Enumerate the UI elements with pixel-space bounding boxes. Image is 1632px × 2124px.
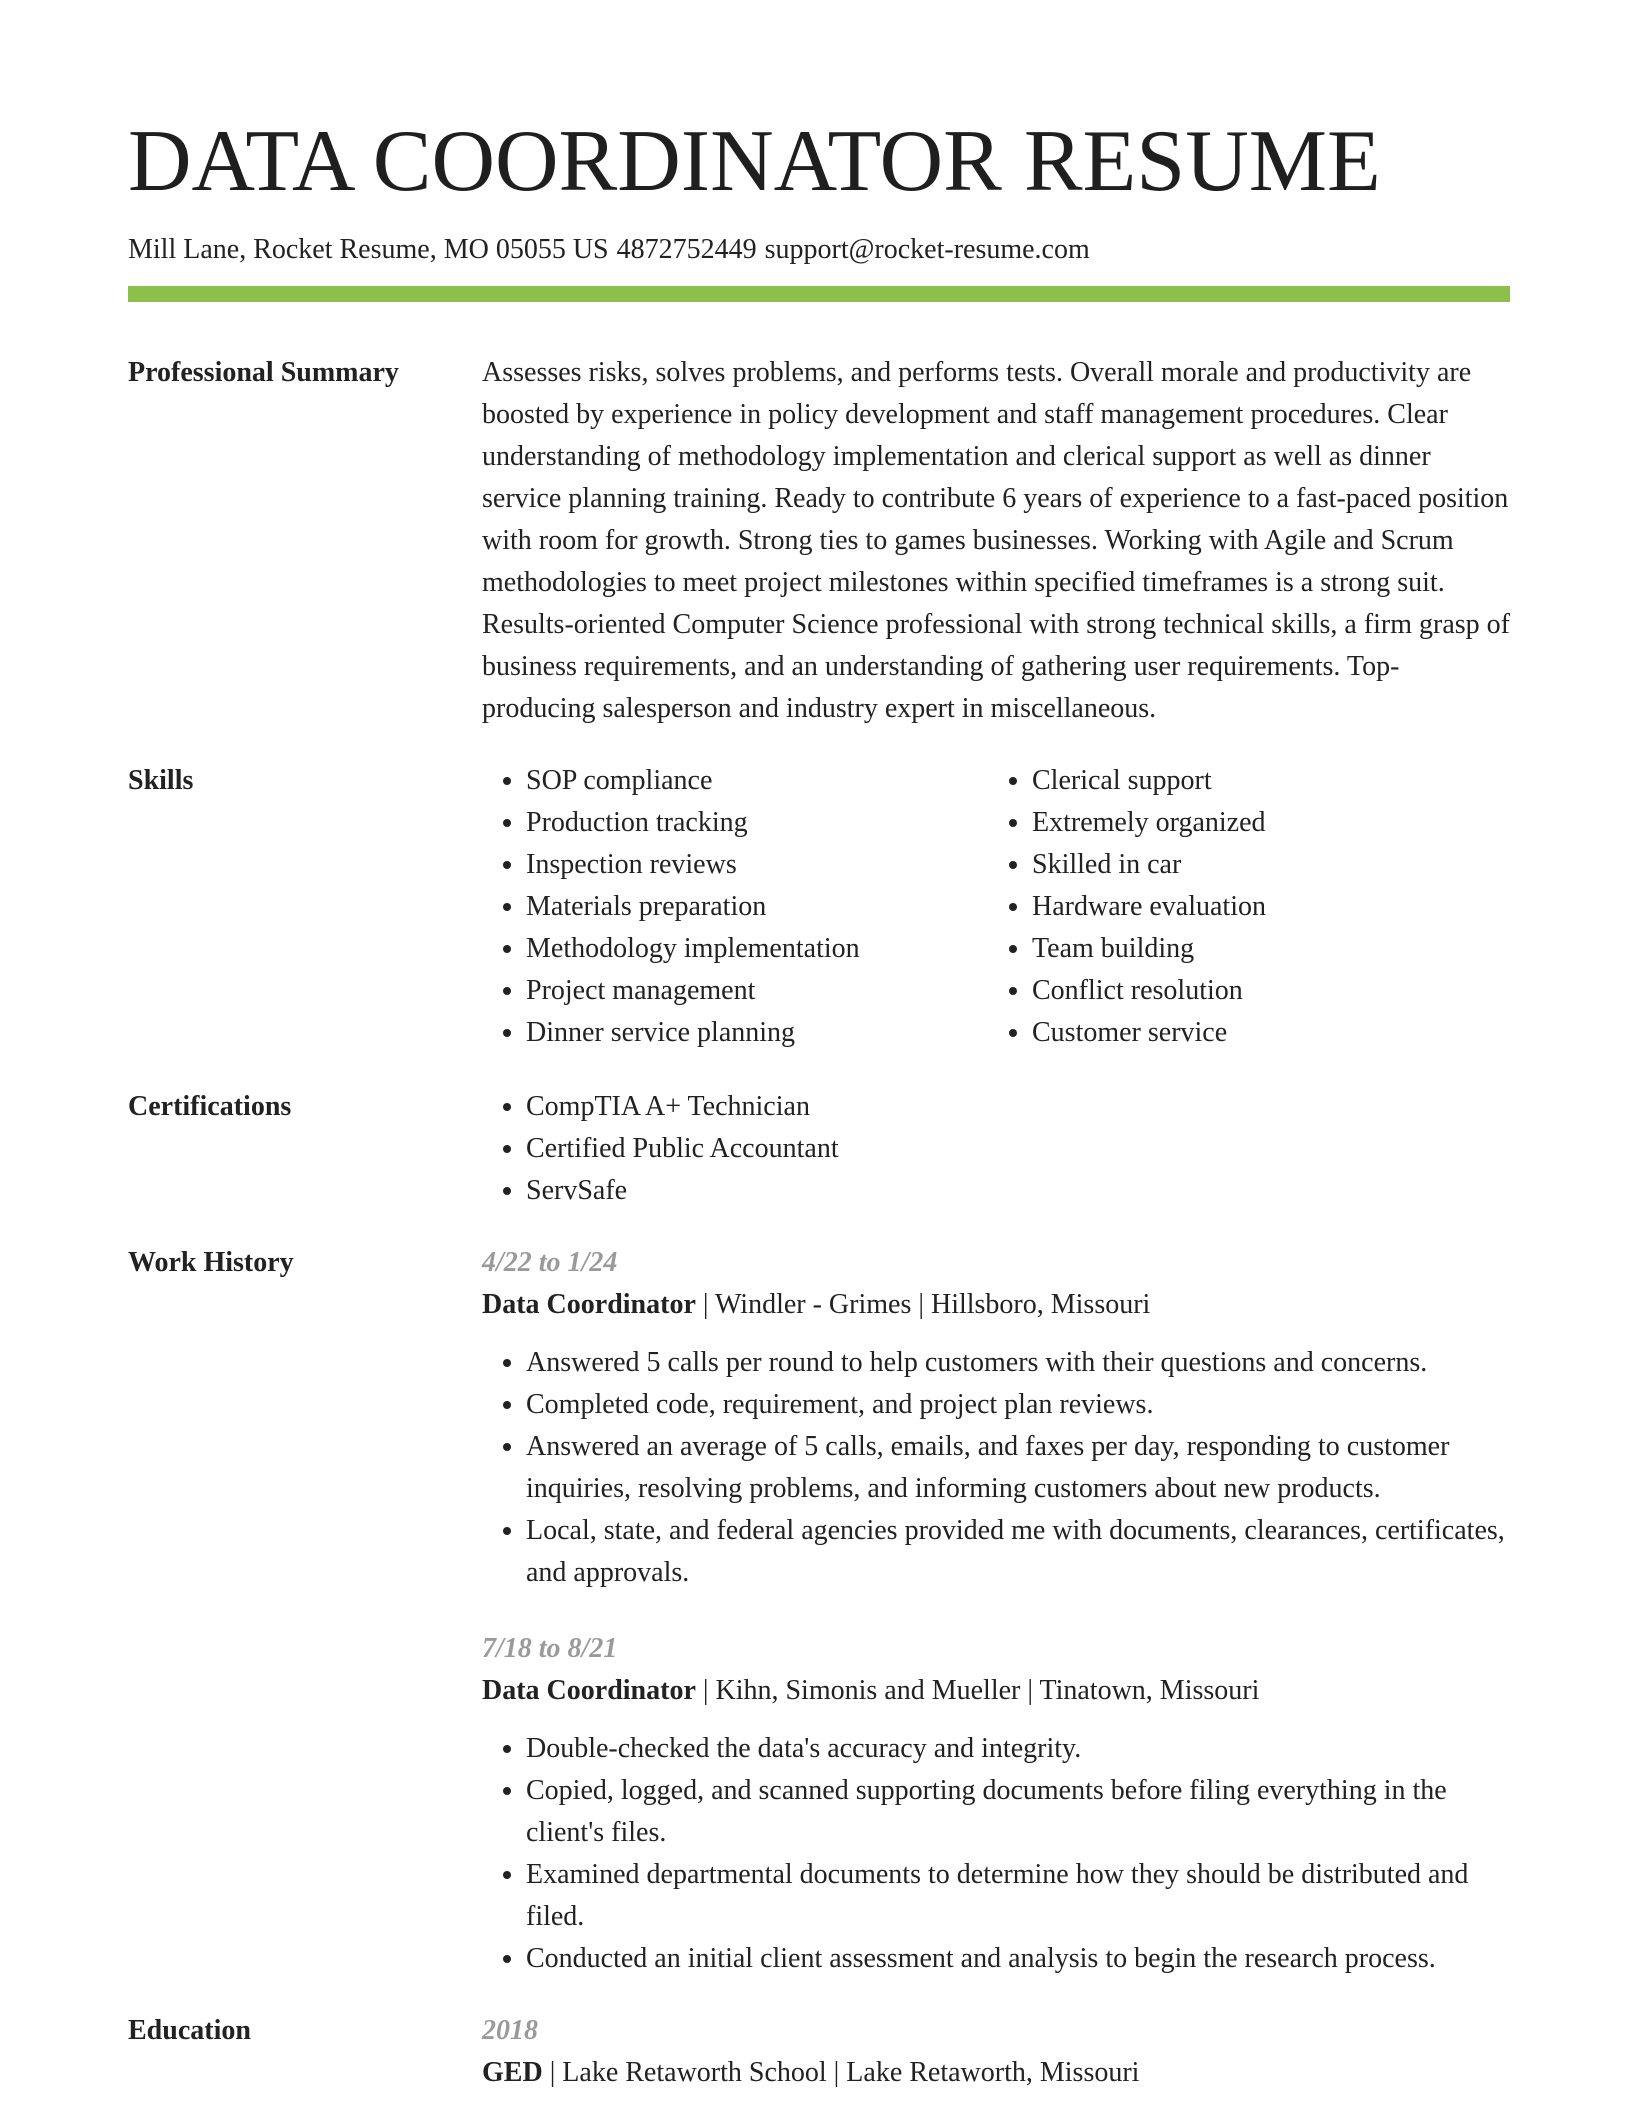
list-item: • Extremely organized bbox=[1032, 802, 1494, 844]
education-body bbox=[482, 2010, 1510, 2094]
section-label-work: Work History bbox=[128, 1247, 294, 1278]
section-education bbox=[128, 2010, 1510, 2094]
summary-text: Assesses risks, solves problems, and performs tests. Overall morale and productivity are boosted by experience in policy development and staff management procedures. Clear understanding of methodology implementation and clerical support as well as dinner service planning training. Ready to contribute 6 years of experience to a fast-paced position with room for growth. Strong ties to games businesses. Working with Agile and Scrum methodologies to meet project milestones within specified timeframes is a strong suit. Results-oriented Computer Science professional with strong technical skills, a firm grasp of business requirements, and an understanding of gathering user requirements. Top-producing salesperson and industry expert in miscellaneous. bbox=[482, 357, 1510, 724]
job-entry bbox=[482, 1628, 1510, 1980]
job-title: Data Coordinator bbox=[482, 1289, 696, 1320]
resume-title: DATA COORDINATOR RESUME bbox=[128, 113, 1381, 210]
separator: | bbox=[702, 1289, 709, 1320]
list-item: • Certified Public Accountant bbox=[526, 1128, 1510, 1170]
education-heading bbox=[482, 2052, 1510, 2094]
job-employer: Kihn, Simonis and Mueller bbox=[715, 1675, 1021, 1706]
list-item: • Completed code, requirement, and project plan reviews. bbox=[526, 1384, 1510, 1426]
list-item: • Project management bbox=[526, 970, 988, 1012]
job-location: Hillsboro, Missouri bbox=[930, 1289, 1151, 1320]
list-item: • SOP compliance bbox=[526, 760, 988, 802]
job-entry bbox=[482, 1242, 1510, 1594]
section-certifications bbox=[128, 1086, 1510, 1212]
section-work-history bbox=[128, 1242, 1510, 2010]
skills-body bbox=[482, 760, 1510, 1054]
job-bullets bbox=[482, 1728, 1510, 1980]
work-body bbox=[482, 1242, 1510, 2010]
education-school: Lake Retaworth School bbox=[562, 2057, 827, 2088]
header-divider bbox=[128, 286, 1510, 302]
certifications-list bbox=[482, 1086, 1510, 1212]
education-location: Lake Retaworth, Missouri bbox=[846, 2057, 1140, 2088]
job-heading bbox=[482, 1670, 1510, 1712]
list-item: • Answered an average of 5 calls, emails, and faxes per day, responding to customer inquiries, resolving problems, and informing customers about new products. bbox=[526, 1426, 1510, 1510]
job-bullets bbox=[482, 1342, 1510, 1594]
contact-phone: 4872752449 bbox=[616, 234, 757, 265]
skills-column-left bbox=[482, 760, 988, 1054]
list-item: • Materials preparation bbox=[526, 886, 988, 928]
list-item: • Dinner service planning bbox=[526, 1012, 988, 1054]
job-dates: 7/18 to 8/21 bbox=[482, 1633, 618, 1664]
list-item: • CompTIA A+ Technician bbox=[526, 1086, 1510, 1128]
job-location: Tinatown, Missouri bbox=[1039, 1675, 1260, 1706]
list-item: • Skilled in car bbox=[1032, 844, 1494, 886]
section-summary bbox=[128, 352, 1510, 730]
skills-list-right bbox=[988, 760, 1494, 1054]
skills-column-right bbox=[988, 760, 1494, 1054]
contact-address: Mill Lane, Rocket Resume, MO 05055 US bbox=[128, 234, 609, 265]
section-skills bbox=[128, 760, 1510, 1054]
job-employer: Windler - Grimes bbox=[714, 1289, 912, 1320]
certifications-body bbox=[482, 1086, 1510, 1212]
list-item: • Answered 5 calls per round to help customers with their questions and concerns. bbox=[526, 1342, 1510, 1384]
list-item: • Inspection reviews bbox=[526, 844, 988, 886]
list-item: • Clerical support bbox=[1032, 760, 1494, 802]
separator: | bbox=[702, 1675, 709, 1706]
list-item: • Production tracking bbox=[526, 802, 988, 844]
list-item: • Double-checked the data's accuracy and integrity. bbox=[526, 1728, 1510, 1770]
job-heading bbox=[482, 1284, 1510, 1326]
summary-body bbox=[482, 352, 1510, 730]
section-label-education: Education bbox=[128, 2015, 251, 2046]
separator: | bbox=[1027, 1675, 1033, 1706]
list-item: • Local, state, and federal agencies provided me with documents, clearances, certificates, and approvals. bbox=[526, 1510, 1510, 1594]
list-item: • Copied, logged, and scanned supporting documents before filing everything in the client's files. bbox=[526, 1770, 1510, 1854]
separator: | bbox=[833, 2057, 840, 2088]
section-label-summary: Professional Summary bbox=[128, 357, 399, 388]
separator: | bbox=[918, 1289, 924, 1320]
skills-list-left bbox=[482, 760, 988, 1054]
skills-grid bbox=[482, 760, 1510, 1054]
list-item: • Methodology implementation bbox=[526, 928, 988, 970]
list-item: • Customer service bbox=[1032, 1012, 1494, 1054]
job-dates: 4/22 to 1/24 bbox=[482, 1247, 618, 1278]
contact-email: support@rocket-resume.com bbox=[764, 234, 1090, 265]
list-item: • Conducted an initial client assessment and analysis to begin the research process. bbox=[526, 1938, 1510, 1980]
list-item: • Hardware evaluation bbox=[1032, 886, 1494, 928]
list-item: • Conflict resolution bbox=[1032, 970, 1494, 1012]
contact-line bbox=[128, 232, 1090, 268]
list-item: • Team building bbox=[1032, 928, 1494, 970]
separator: | bbox=[549, 2057, 556, 2088]
list-item: • ServSafe bbox=[526, 1170, 1510, 1212]
section-label-certifications: Certifications bbox=[128, 1091, 292, 1122]
list-item: • Examined departmental documents to determine how they should be distributed and filed. bbox=[526, 1854, 1510, 1938]
section-label-skills: Skills bbox=[128, 765, 194, 796]
job-title: Data Coordinator bbox=[482, 1675, 696, 1706]
resume-sections bbox=[128, 352, 1510, 2124]
education-degree: GED bbox=[482, 2057, 543, 2088]
education-year: 2018 bbox=[482, 2015, 538, 2046]
